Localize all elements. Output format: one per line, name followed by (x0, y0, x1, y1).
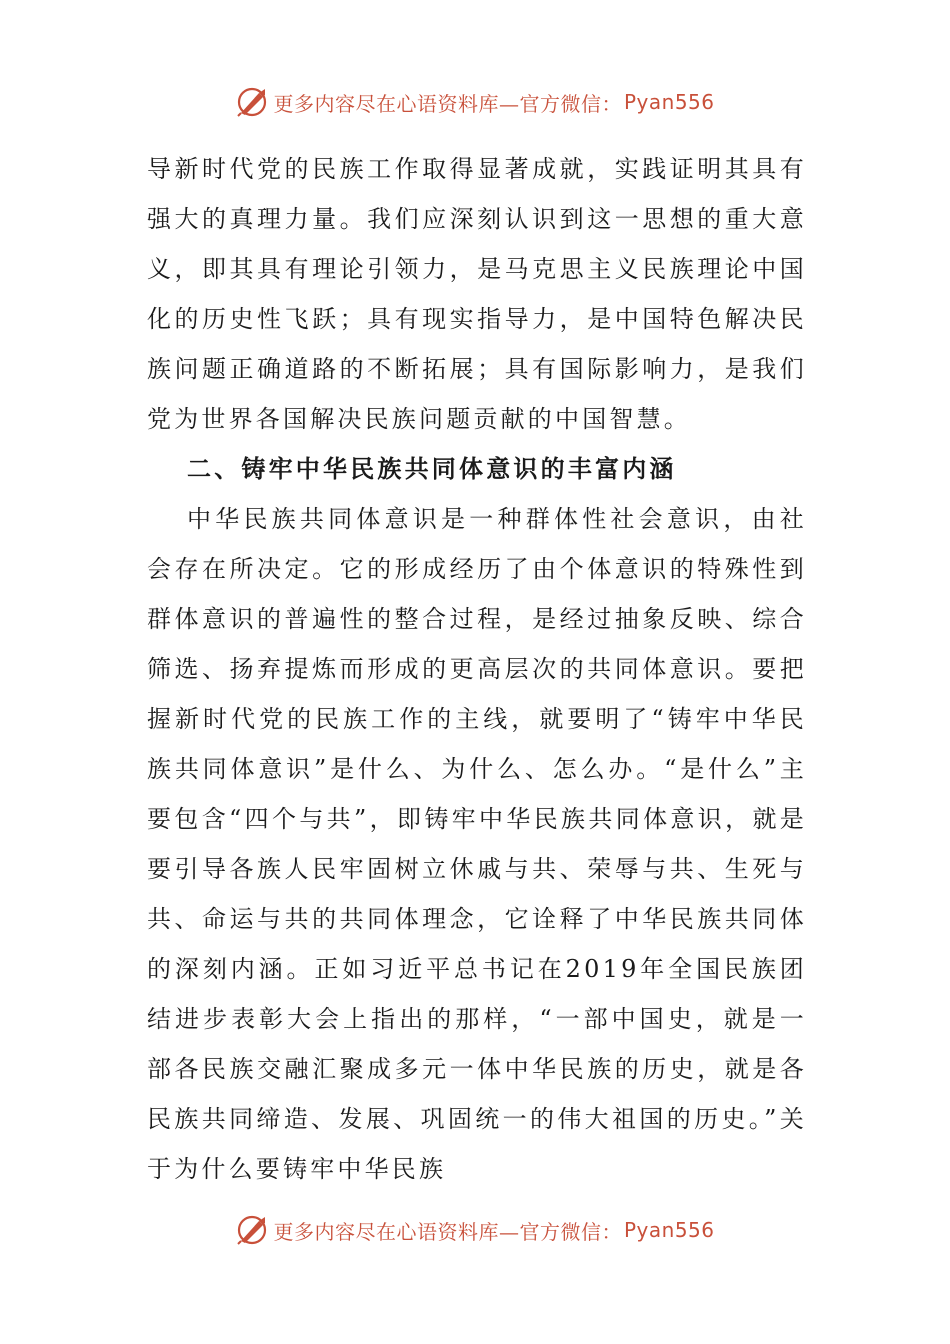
pen-nib-logo-icon (235, 1213, 269, 1247)
document-body (147, 144, 807, 1194)
header-watermark-banner (0, 82, 950, 122)
banner-text: 更多内容尽在心语资料库—官方微信： (273, 1219, 622, 1244)
paragraph-1: 导新时代党的民族工作取得显著成就，实践证明其具有强大的真理力量。我们应深刻认识到这一思想的重大意义，即其具有理论引领力，是马克思主义民族理论中国化的历史性飞跃；具有现实指导力，是中国特色解决民族问题正确道路的不断拓展；具有国际影响力，是我们党为世界各国解决民族问题贡献的中国智慧。 (147, 155, 807, 433)
footer-watermark-banner (0, 1210, 950, 1250)
pen-nib-logo-icon (235, 85, 269, 119)
banner-wechat-id: Pyan556 (623, 1218, 715, 1242)
banner-wechat-id: Pyan556 (623, 90, 715, 114)
section-heading: 二、铸牢中华民族共同体意识的丰富内涵 (187, 455, 677, 483)
paragraph-2: 中华民族共同体意识是一种群体性社会意识，由社会存在所决定。它的形成经历了由个体意识的特殊性到群体意识的普遍性的整合过程，是经过抽象反映、综合筛选、扬弃提炼而形成的更高层次的共同体意识。要把握新时代党的民族工作的主线，就要明了“铸牢中华民族共同体意识”是什么、为什么、怎么办。“是什么”主要包含“四个与共”，即铸牢中华民族共同体意识，就是要引导各族人民牢固树立休戚与共、荣辱与共、生死与共、命运与共的共同体理念，它诠释了中华民族共同体的深刻内涵。正如习近平总书记在2019年全国民族团结进步表彰大会上指出的那样，“一部中国史，就是一部各民族交融汇聚成多元一体中华民族的历史，就是各民族共同缔造、发展、巩固统一的伟大祖国的历史。”关于为什么要铸牢中华民族 (147, 505, 807, 1183)
banner-text: 更多内容尽在心语资料库—官方微信： (273, 91, 622, 116)
